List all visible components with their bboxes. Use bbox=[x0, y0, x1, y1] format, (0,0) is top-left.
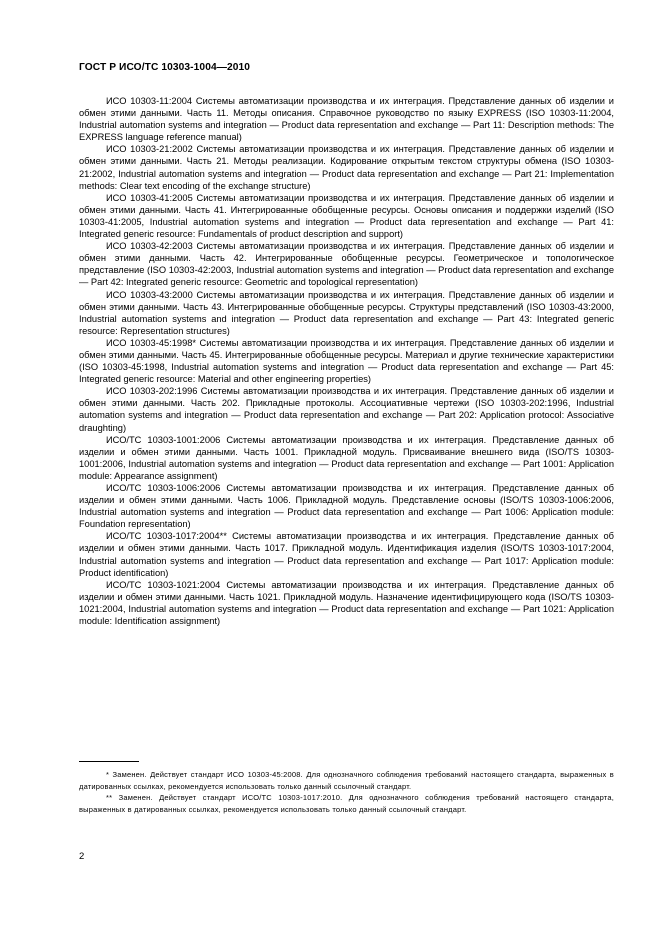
footnote-1: * Заменен. Действует стандарт ИСО 10303-45:2008. Для однозначного соблюдения требований настоящего стандарта, выраженных в датированных ссылках, рекомендуется использовать только данный ссылочный стандарт. bbox=[79, 770, 614, 791]
reference-iso-10303-21: ИСО 10303-21:2002 Системы автоматизации производства и их интеграция. Представление данных об изделии и обмен этими данными. Часть 21. Методы реализации. Кодирование открытым текстом структуры обмена (ISO 10303-21:2002, Industrial automation systems and integration — Product data representation and exchange — Part 21: Implementation methods: Clear text encoding of the exchange structure) bbox=[79, 144, 614, 191]
reference-iso-10303-41: ИСО 10303-41:2005 Системы автоматизации производства и их интеграция. Представление данных об изделии и обмен этими данными. Часть 41. Интегрированные обобщенные ресурсы. Основы описания и поддержки изделий (ISO 10303-41:2005, Industrial automation systems and integration — Product data representation and exchange — Part 41: Integrated generic resource: Fundamentals of product description and support) bbox=[79, 192, 614, 240]
reference-iso-ts-10303-1001: ИСО/ТС 10303-1001:2006 Системы автоматизации производства и их интеграция. Представление данных об изделии и обмен этими данными. Часть 1001. Прикладной модуль. Присваивание внешнего вида (ISO/TS 10303-1001:2006, Industrial automation systems and integration — Product data representation and exchange — Part 1001: Application module: Appearance assignment) bbox=[79, 434, 614, 481]
reference-iso-10303-11: ИСО 10303-11:2004 Системы автоматизации производства и их интеграция. Представление данных об изделии и обмен этими данными. Часть 11. Методы описания. Справочное руководство по языку EXPRESS (ISO 10303-11:2004, Industrial automation systems and integration — Product data representation and exchange — Part 11: Description methods: The EXPRESS language reference manual) bbox=[79, 96, 614, 143]
footnotes bbox=[79, 769, 614, 815]
reference-iso-10303-45: ИСО 10303-45:1998* Системы автоматизации производства и их интеграция. Представление данных об изделии и обмен этими данными. Часть 45. Интегрированные обобщенные ресурсы. Материал и другие технические характеристики (ISO 10303-45:1998, Industrial automation systems and integration — Product data representation and exchange — Part 45: Integrated generic resource: Material and other engineering properties) bbox=[79, 337, 614, 385]
reference-iso-10303-202: ИСО 10303-202:1996 Системы автоматизации производства и их интеграция. Представление данных об изделии и обмен этими данными. Часть 202. Прикладные протоколы. Ассоциативные чертежи (ISO 10303-202:1996, Industrial automation systems and integration — Product data representation and exchange — Part 202: Application protocol: Associative draughting) bbox=[79, 386, 614, 433]
reference-iso-ts-10303-1017: ИСО/ТС 10303-1017:2004** Системы автоматизации производства и их интеграция. Представление данных об изделии и обмен этими данными. Часть 1017. Прикладной модуль. Идентификация изделия (ISO/TS 10303-1017:2004, Industrial automation systems and integration — Product data representation and exchange — Part 1017: Application module: Product identification) bbox=[79, 531, 614, 578]
reference-iso-ts-10303-1006: ИСО/ТС 10303-1006:2006 Системы автоматизации производства и их интеграция. Представление данных об изделии и обмен этими данными. Часть 1006. Прикладной модуль. Представление основы (ISO/TS 10303-1006:2006, Industrial automation systems and integration — Product data representation and exchange — Part 1006: Application module: Foundation representation) bbox=[79, 483, 614, 530]
footnote-divider bbox=[79, 761, 139, 762]
reference-iso-10303-42: ИСО 10303-42:2003 Системы автоматизации производства и их интеграция. Представление данных об изделии и обмен этими данными. Часть 42. Интегрированные обобщенные ресурсы. Геометрическое и топологическое представление (ISO 10303-42:2003, Industrial automation systems and integration — Product data representation and exchange — Part 42: Integrated generic resource: Geometric and topological representation) bbox=[79, 241, 614, 288]
page-number: 2 bbox=[79, 851, 85, 862]
page-header-title: ГОСТ Р ИСО/ТС 10303-1004—2010 bbox=[79, 62, 251, 73]
normative-references bbox=[79, 95, 614, 627]
footnote-2: ** Заменен. Действует стандарт ИСО/ТС 10303-1017:2010. Для однозначного соблюдения требований настоящего стандарта, выраженных в датированных ссылках, рекомендуется использовать только данный ссылочный стандарт. bbox=[79, 793, 614, 814]
reference-iso-ts-10303-1021: ИСО/ТС 10303-1021:2004 Системы автоматизации производства и их интеграция. Представление данных об изделии и обмен этими данными. Часть 1021. Прикладной модуль. Назначение идентифицирующего кода (ISO/TS 10303-1021:2004, Industrial automation systems and integration — Product data representation and exchange — Part 1021: Application module: Identification assignment) bbox=[79, 579, 614, 627]
reference-iso-10303-43: ИСО 10303-43:2000 Системы автоматизации производства и их интеграция. Представление данных об изделии и обмен этими данными. Часть 43. Интегрированные обобщенные ресурсы. Структуры представлений (ISO 10303-43:2000, Industrial automation systems and integration — Product data representation and exchange — Part 43: Integrated generic resource: Representation structures) bbox=[79, 289, 614, 336]
